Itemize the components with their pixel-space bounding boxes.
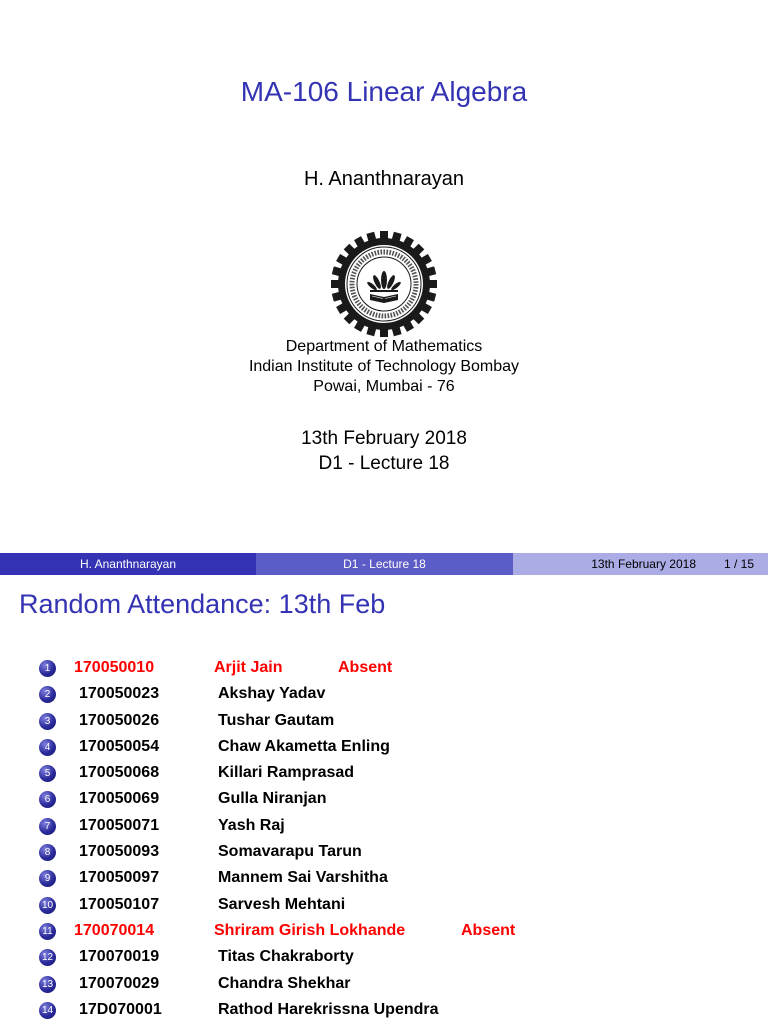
student-name: Somavarapu Tarun [218, 843, 362, 861]
footline-date: 13th February 2018 [591, 557, 696, 571]
student-name: Tushar Gautam [218, 711, 335, 729]
frame-title: Random Attendance: 13th Feb [19, 589, 386, 619]
item-number-badge: 7 [39, 818, 56, 835]
roll-number: 17D070001 [79, 1000, 162, 1018]
list-item [0, 997, 768, 1023]
item-number-badge: 8 [39, 844, 56, 861]
institute-line: Indian Institute of Technology Bombay [248, 358, 520, 375]
footline-right [513, 553, 768, 575]
list-item [0, 944, 768, 970]
item-number-badge: 12 [39, 949, 56, 966]
absent-status: Absent [461, 921, 516, 939]
attendance-slide [0, 575, 768, 1024]
list-item [0, 786, 768, 812]
institute-info [0, 337, 768, 397]
student-name: Sarvesh Mehtani [218, 895, 346, 913]
student-name: Akshay Yadav [218, 685, 326, 703]
list-item [0, 655, 768, 681]
item-number-badge: 1 [39, 660, 56, 677]
roll-number: 170050069 [79, 790, 160, 808]
item-number-badge: 6 [39, 791, 56, 808]
date-block [0, 426, 768, 476]
item-number-badge: 10 [39, 897, 56, 914]
item-number-badge: 13 [39, 976, 56, 993]
list-item [0, 681, 768, 707]
student-name: Chaw Akametta Enling [218, 737, 390, 755]
footline-page-number: 1 / 15 [724, 557, 755, 571]
item-number-badge: 2 [39, 686, 56, 703]
roll-number: 170050093 [79, 843, 160, 861]
footline-author: H. Ananthnarayan [0, 553, 256, 575]
list-item [0, 918, 768, 944]
lecture-date: 13th February 2018 [301, 428, 467, 449]
list-item [0, 708, 768, 734]
address-line: Powai, Mumbai - 76 [313, 378, 455, 395]
roll-number: 170070029 [79, 974, 160, 992]
absent-status: Absent [338, 659, 393, 676]
roll-number: 170050054 [79, 737, 160, 755]
student-name: Titas Chakraborty [218, 948, 354, 966]
lecture-name: D1 - Lecture 18 [318, 453, 450, 474]
student-name: Arjit Jain [214, 659, 283, 676]
roll-number: 170070014 [74, 921, 155, 939]
student-name: Yash Raj [218, 816, 285, 834]
iit-bombay-logo-icon [328, 228, 440, 340]
roll-number: 170070019 [79, 948, 160, 966]
roll-number: 170050068 [79, 764, 160, 782]
footline [0, 553, 768, 575]
student-name: Shriram Girish Lokhande [214, 921, 406, 939]
department-line: Department of Mathematics [285, 338, 483, 355]
attendance-list [0, 655, 768, 1023]
item-number-badge: 4 [39, 739, 56, 756]
item-number-badge: 11 [39, 923, 56, 940]
item-number-badge: 3 [39, 713, 56, 730]
list-item [0, 734, 768, 760]
list-item [0, 839, 768, 865]
student-name: Rathod Harekrissna Upendra [218, 1000, 439, 1018]
roll-number: 170050023 [79, 685, 160, 703]
roll-number: 170050071 [79, 816, 160, 834]
item-number-badge: 5 [39, 765, 56, 782]
slide-title: MA-106 Linear Algebra [240, 76, 528, 107]
student-name: Killari Ramprasad [218, 764, 355, 782]
list-item [0, 865, 768, 891]
item-number-badge: 9 [39, 870, 56, 887]
student-name: Chandra Shekhar [218, 974, 351, 992]
student-name: Mannem Sai Varshitha [218, 869, 388, 887]
roll-number: 170050010 [74, 659, 155, 676]
footline-title: D1 - Lecture 18 [256, 553, 513, 575]
list-item [0, 892, 768, 918]
item-number-badge: 14 [39, 1002, 56, 1019]
list-item [0, 813, 768, 839]
roll-number: 170050097 [79, 869, 160, 887]
author-name: H. Ananthnarayan [303, 168, 465, 190]
student-name: Gulla Niranjan [218, 790, 327, 808]
roll-number: 170050026 [79, 711, 160, 729]
roll-number: 170050107 [79, 895, 160, 913]
list-item [0, 971, 768, 997]
list-item [0, 760, 768, 786]
